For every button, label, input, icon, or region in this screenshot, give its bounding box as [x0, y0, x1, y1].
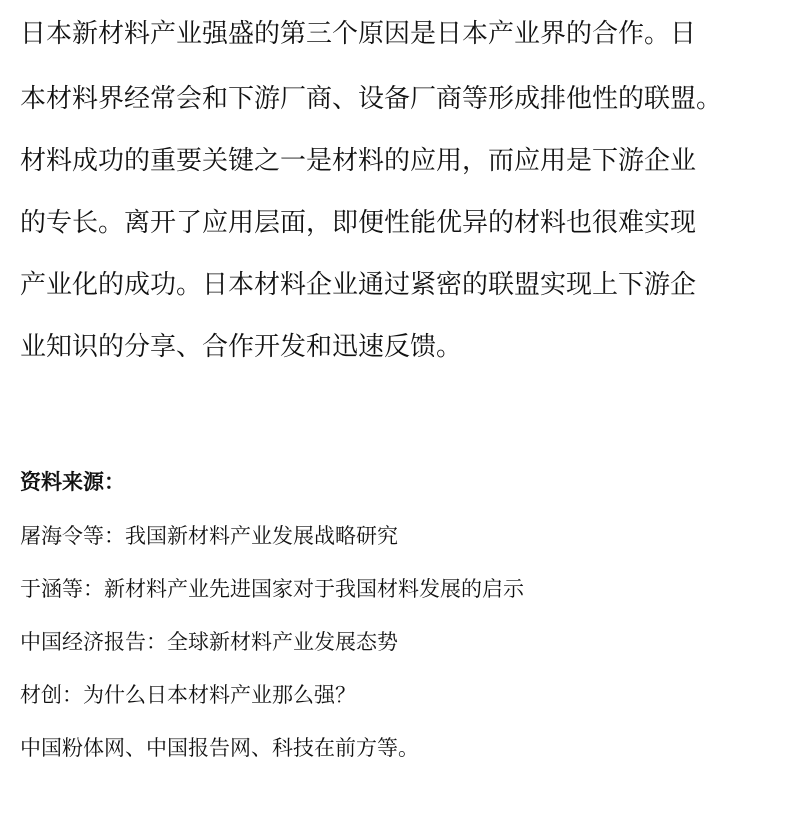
paragraph-line: 产业化的成功。日本材料企业通过紧密的联盟实现上下游企	[20, 270, 697, 300]
paragraph-line: 日本新材料产业强盛的第三个原因是日本产业界的合作。日	[20, 19, 697, 49]
source-item: 中国粉体网、中国报告网、科技在前方等。	[20, 736, 419, 760]
source-item: 中国经济报告：全球新材料产业发展态势	[20, 630, 398, 654]
source-item: 屠海令等：我国新材料产业发展战略研究	[20, 524, 398, 548]
article-body	[20, 0, 790, 378]
paragraph-line: 的专长。离开了应用层面，即便性能优异的材料也很难实现	[20, 208, 697, 238]
paragraph-line: 业知识的分享、合作开发和迅速反馈。	[20, 332, 463, 362]
source-item: 于涵等：新材料产业先进国家对于我国材料发展的启示	[20, 577, 524, 601]
paragraph-line: 本材料界经常会和下游厂商、设备厂商等形成排他性的联盟。	[20, 84, 723, 114]
source-item: 材创：为什么日本材料产业那么强？	[20, 683, 356, 707]
sources-heading: 资料来源：	[20, 470, 125, 494]
paragraph-line: 材料成功的重要关键之一是材料的应用，而应用是下游企业	[20, 146, 697, 176]
sources-section	[20, 462, 780, 775]
